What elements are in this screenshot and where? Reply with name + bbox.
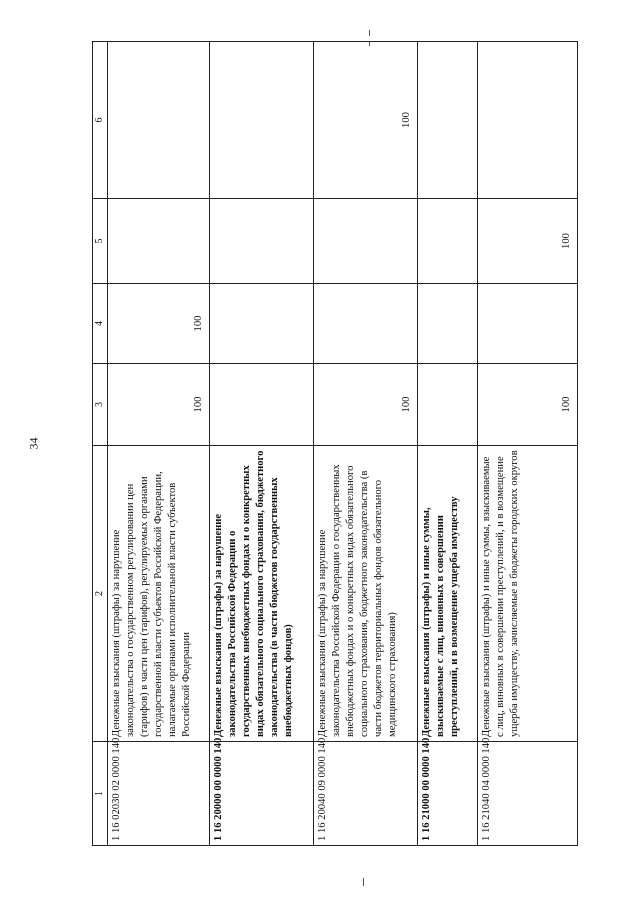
value-col-5 — [314, 199, 418, 284]
value-col-4 — [210, 284, 314, 364]
rotated-table-container — [92, 42, 576, 846]
column-header-1: 1 — [93, 742, 108, 846]
value-col-4 — [478, 284, 578, 364]
column-header-2: 2 — [93, 446, 108, 742]
revenue-code: 1 16 20040 09 0000 140 — [314, 742, 418, 846]
value-col-3: 100 — [108, 364, 210, 446]
column-header-6: 6 — [93, 42, 108, 199]
revenue-description: Денежные взыскания (штрафы) за нарушение законодательства Российской Федерации о государственных внебюджетных фондах и о конкретных видах обязательного социального страхования, бюджетного законодательства (в части бюджетов территориальных фондов обязательного медицинского страхования) — [314, 446, 418, 742]
value-col-4 — [418, 284, 478, 364]
value-col-5 — [418, 199, 478, 284]
value-col-5: 100 — [478, 199, 578, 284]
scan-mark — [363, 878, 364, 886]
value-col-3: 100 — [478, 364, 578, 446]
value-col-5 — [210, 199, 314, 284]
revenue-code: 1 16 20000 00 0000 140 — [210, 742, 314, 846]
column-header-4: 4 — [93, 284, 108, 364]
revenue-description: Денежные взыскания (штрафы) за нарушение законодательства о государственном регулировании цен (тарифов) в части цен (тарифов), регулируемых органами государственной власти субъектов Российской Федерации, налагаемые органами исполнительной власти субъектов Российской Федерации — [108, 446, 210, 742]
table-row — [108, 42, 210, 846]
revenue-code: 1 16 02030 02 0000 140 — [108, 742, 210, 846]
value-col-6 — [108, 42, 210, 199]
table-row — [210, 42, 314, 846]
table-header-row — [93, 42, 108, 846]
value-col-6 — [210, 42, 314, 199]
revenue-description: Денежные взыскания (штрафы) и иные суммы, взыскиваемые с лиц, виновных в совершении преступлений, и в возмещение ущерба имуществу — [418, 446, 478, 742]
table-row — [314, 42, 418, 846]
page-number: 34 — [26, 437, 41, 450]
value-col-3: 100 — [314, 364, 418, 446]
value-col-4 — [314, 284, 418, 364]
value-col-6 — [418, 42, 478, 199]
revenue-description: Денежные взыскания (штрафы) и иные суммы, взыскиваемые с лиц, виновных в совершении преступлений, и в возмещение ущерба имуществу, зачисляемые в бюджеты городских округов — [478, 446, 578, 742]
scan-mark — [369, 30, 370, 36]
value-col-6: 100 — [314, 42, 418, 199]
table-row — [478, 42, 578, 846]
column-header-3: 3 — [93, 364, 108, 446]
revenue-description: Денежные взыскания (штрафы) за нарушение законодательства Российской Федерации о государственных внебюджетных фондах и о конкретных видах обязательного социального страхования, бюджетного законодательства (в части бюджетов государственных внебюджетных фондов) — [210, 446, 314, 742]
budget-revenue-table — [92, 41, 578, 846]
table-row — [418, 42, 478, 846]
value-col-3 — [210, 364, 314, 446]
revenue-code: 1 16 21040 04 0000 140 — [478, 742, 578, 846]
value-col-5 — [108, 199, 210, 284]
value-col-6 — [478, 42, 578, 199]
value-col-3 — [418, 364, 478, 446]
value-col-4: 100 — [108, 284, 210, 364]
revenue-code: 1 16 21000 00 0000 140 — [418, 742, 478, 846]
column-header-5: 5 — [93, 199, 108, 284]
